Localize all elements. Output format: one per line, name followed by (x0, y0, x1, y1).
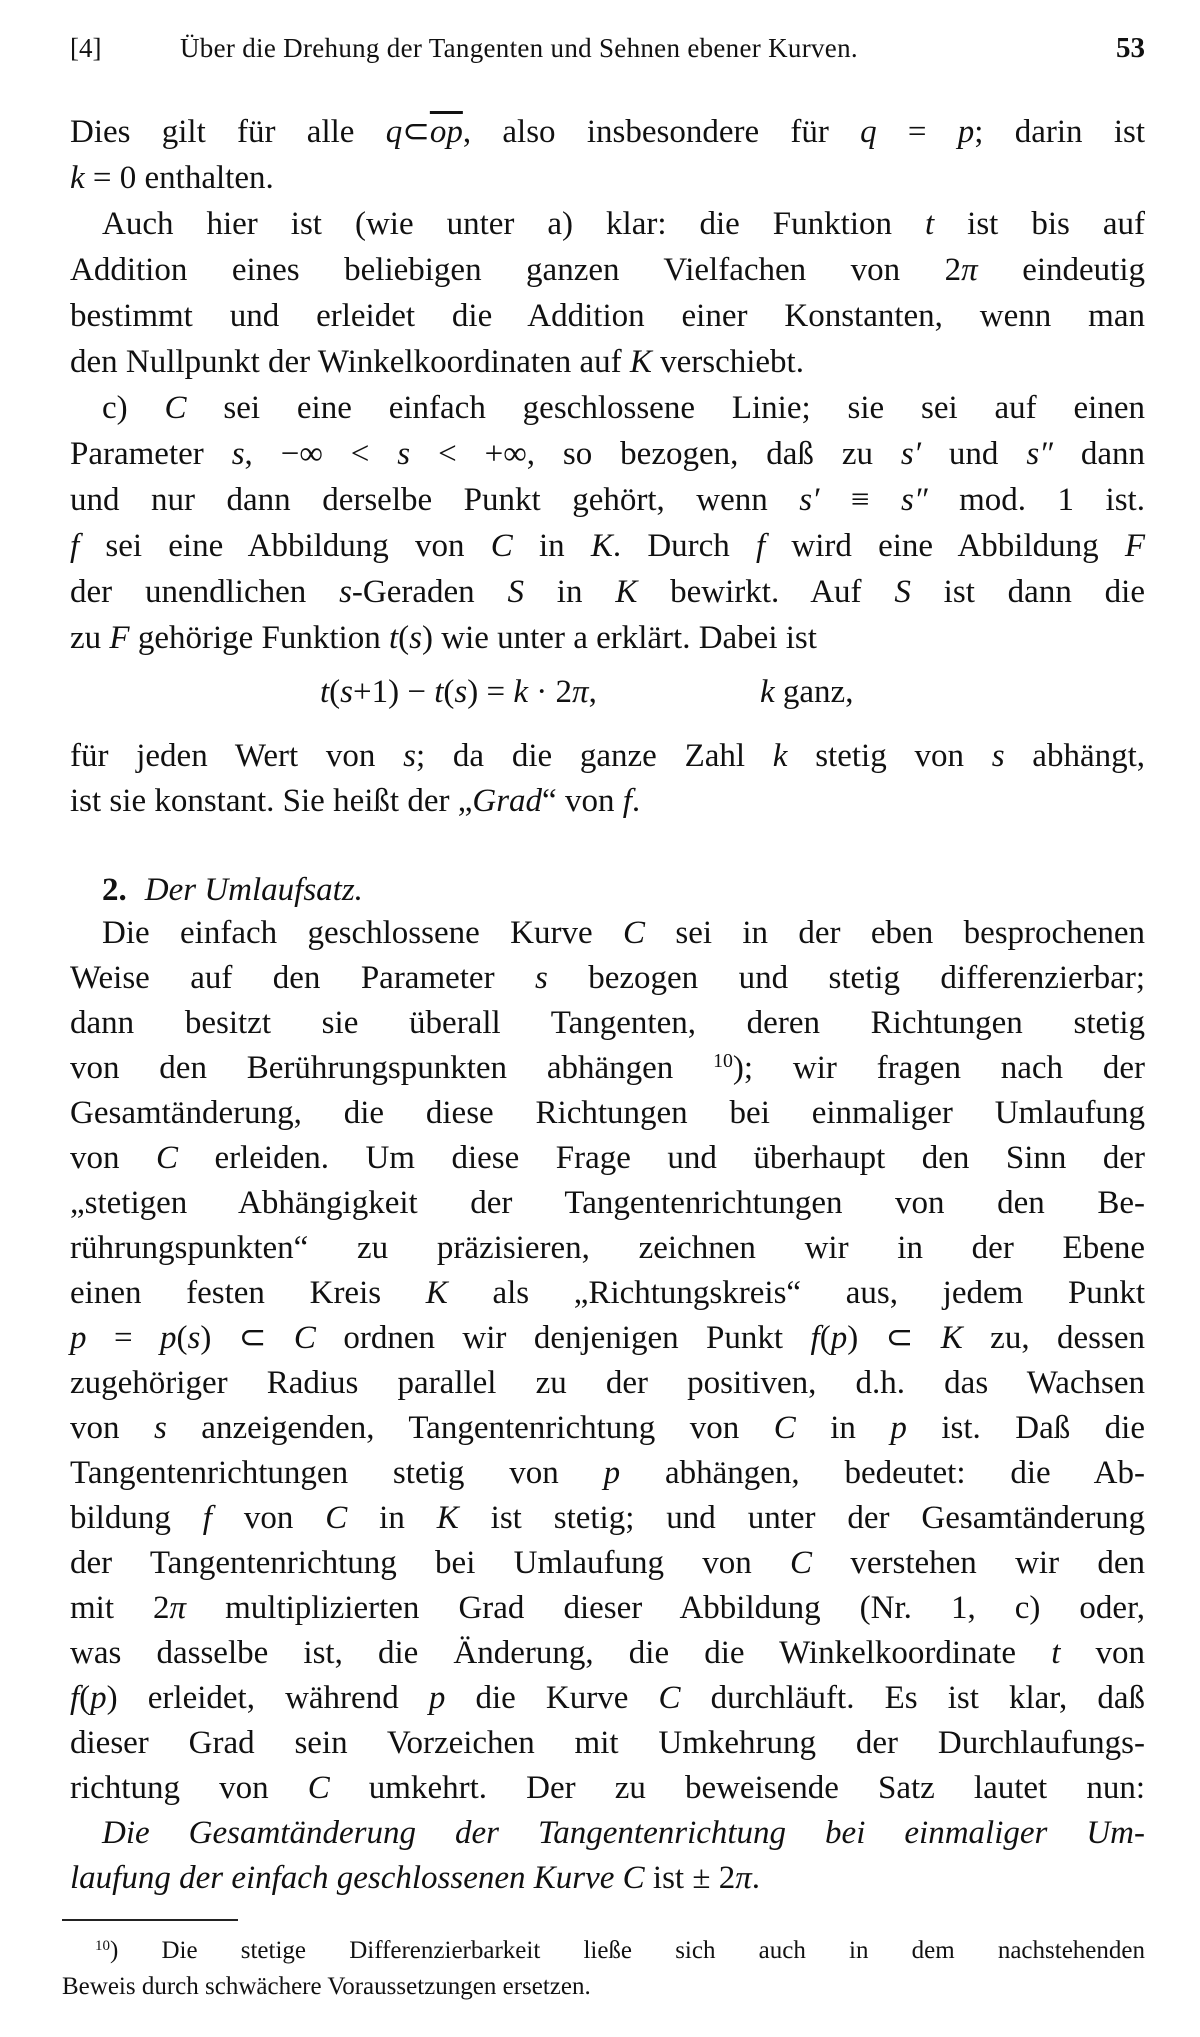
section-number: [4] (70, 33, 102, 63)
text-line: c) C sei eine einfach geschlossene Linie; sie sei auf einen (102, 390, 1145, 426)
footnote-line: $^{10}$) Die stetige Differenzierbarkeit ließe sich auch in dem nachstehenden (95, 1937, 1145, 1964)
running-title: Über die Drehung der Tangenten und Sehnen ebener Kurven. (180, 33, 858, 63)
text-line: Weise auf den Parameter s bezogen und stetig differenzierbar; (70, 960, 1145, 996)
text-line: der Tangentenrichtung bei Umlaufung von C verstehen wir den (70, 1545, 1146, 1581)
text-line: Tangentenrichtungen stetig von p abhängen, bedeutet: die Ab- (70, 1455, 1146, 1491)
text-line: p = p(s) ⊂ C ordnen wir denjenigen Punkt f(p) ⊂ K zu, dessen (70, 1320, 1145, 1356)
text-line: von den Berührungspunkten abhängen $^{10}$); wir fragen nach der (70, 1050, 1145, 1086)
page-number: 53 (1116, 32, 1145, 64)
text-line: ist sie konstant. Sie heißt der „Grad“ von f. (70, 783, 641, 819)
text-line: von C erleiden. Um diese Frage und überhaupt den Sinn der (70, 1140, 1146, 1176)
text-line: Die einfach geschlossene Kurve C sei in der eben besprochenen (102, 915, 1145, 951)
text-line: einen festen Kreis K als „Richtungskreis“ aus, jedem Punkt (70, 1275, 1145, 1311)
text-line: von s anzeigenden, Tangentenrichtung von C in p ist. Daß die (70, 1410, 1146, 1446)
text-line: mit 2π multiplizierten Grad dieser Abbildung (Nr. 1, c) oder, (70, 1590, 1145, 1626)
text-line: was dasselbe ist, die Änderung, die die Winkelkoordinate t von (70, 1635, 1146, 1671)
display-equation: t(s+1) − t(s) = k · 2π, (320, 674, 597, 710)
text-line: „stetigen Abhängigkeit der Tangentenrichtungen von den Be- (70, 1185, 1145, 1221)
text-line: richtung von C umkehrt. Der zu beweisende Satz lautet nun: (70, 1770, 1145, 1806)
text-line: Auch hier ist (wie unter a) klar: die Funktion t ist bis auf (102, 206, 1145, 242)
section-heading (102, 870, 363, 910)
text-line: f sei eine Abbildung von C in K. Durch f wird eine Abbildung F (70, 528, 1146, 564)
theorem-line: Die Gesamtänderung der Tangentenrichtung bei einmaliger Um- (102, 1815, 1145, 1851)
text-line: bestimmt und erleidet die Addition einer Konstanten, wenn man (70, 298, 1145, 334)
footnote-reference[interactable]: 10 (713, 1050, 733, 1073)
section-heading-title: Der Umlaufsatz. (144, 872, 363, 908)
text-line: k = 0 enthalten. (70, 160, 274, 196)
text-line: zu F gehörige Funktion t(s) wie unter a erklärt. Dabei ist (70, 620, 817, 656)
text-line: zugehöriger Radius parallel zu der positiven, d.h. das Wachsen (70, 1365, 1145, 1401)
text-line: rührungspunkten“ zu präzisieren, zeichnen wir in der Ebene (70, 1230, 1145, 1266)
text-line: und nur dann derselbe Punkt gehört, wenn s′ ≡ s″ mod. 1 ist. (70, 482, 1145, 518)
theorem-line: laufung der einfach geschlossenen Kurve C ist ± 2π. (70, 1860, 760, 1896)
footnote-rule (62, 1919, 238, 1921)
section-heading-number: 2. (102, 872, 127, 908)
footnote-marker: 10 (95, 1937, 110, 1954)
footnote-line: Beweis durch schwächere Voraussetzungen ersetzen. (62, 1973, 591, 2000)
running-header (70, 28, 1145, 68)
text-line: bildung f von C in K ist stetig; und unter der Gesamtänderung (70, 1500, 1146, 1536)
text-line: der unendlichen s-Geraden S in K bewirkt. Auf S ist dann die (70, 574, 1145, 610)
text-line: den Nullpunkt der Winkelkoordinaten auf K verschiebt. (70, 344, 804, 380)
text-line: dann besitzt sie überall Tangenten, deren Richtungen stetig (70, 1005, 1145, 1041)
text-line: dieser Grad sein Vorzeichen mit Umkehrung der Durchlaufungs- (70, 1725, 1145, 1761)
text-line: für jeden Wert von s; da die ganze Zahl k stetig von s abhängt, (70, 738, 1146, 774)
text-line: Gesamtänderung, die diese Richtungen bei einmaliger Umlaufung (70, 1095, 1145, 1131)
text-line: Parameter s, −∞ < s < +∞, so bezogen, daß zu s′ und s″ dann (70, 436, 1145, 472)
text-line: Addition eines beliebigen ganzen Vielfachen von 2π eindeutig (70, 252, 1145, 288)
text-line: f(p) erleidet, während p die Kurve C durchläuft. Es ist klar, daß (70, 1680, 1145, 1716)
text-line: Dies gilt für alle $q\subset\overline{op}$, also insbesondere für q = p; darin ist (70, 114, 1145, 150)
equation-condition: k ganz, (760, 674, 854, 710)
